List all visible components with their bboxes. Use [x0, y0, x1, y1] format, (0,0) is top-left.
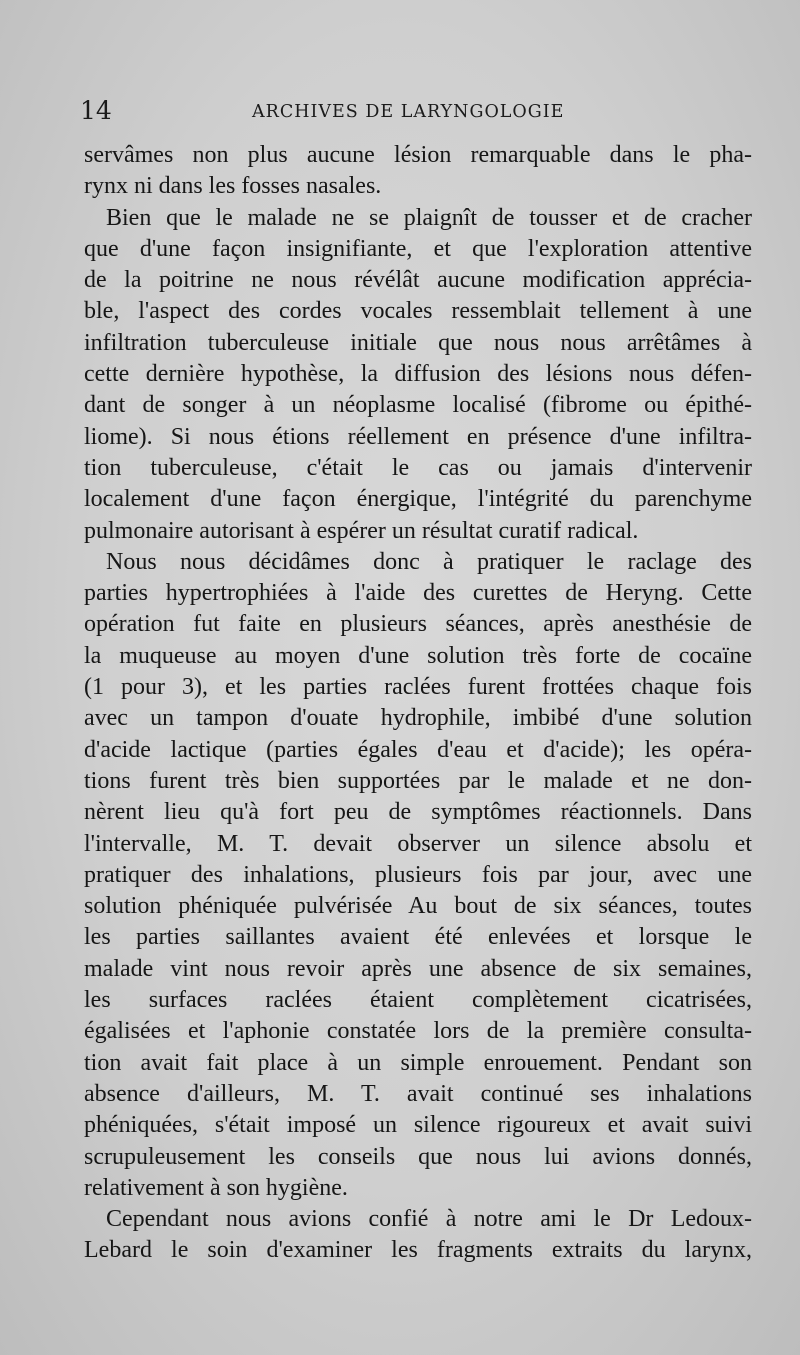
body-text [84, 140, 752, 1267]
text-line: nèrent lieu qu'à fort peu de symptômes réactionnels. Dans [84, 799, 752, 826]
text-line: d'acide lactique (parties égales d'eau et d'acide); les opéra- [84, 736, 752, 763]
text-line: pratiquer des inhalations, plusieurs fois par jour, avec une [84, 861, 752, 888]
text-line: tion tuberculeuse, c'était le cas ou jamais d'intervenir [84, 454, 752, 481]
text-line: ble, l'aspect des cordes vocales ressemblait tellement à une [84, 298, 752, 325]
page-number: 14 [80, 96, 112, 125]
text-line: Nous nous décidâmes donc à pratiquer le raclage des [106, 548, 752, 575]
text-line: les parties saillantes avaient été enlevées et lorsque le [84, 924, 752, 951]
text-line: scrupuleusement les conseils que nous lui avions donnés, [84, 1143, 752, 1170]
text-line: solution phéniquée pulvérisée Au bout de six séances, toutes [84, 893, 752, 920]
text-line: malade vint nous revoir après une absence de six semaines, [84, 955, 752, 982]
text-line: Bien que le malade ne se plaignît de tousser et de cracher [106, 204, 752, 231]
page-header [78, 96, 740, 126]
text-line: phéniquées, s'était imposé un silence rigoureux et avait suivi [84, 1112, 752, 1139]
text-line: localement d'une façon énergique, l'intégrité du parenchyme [84, 486, 752, 513]
text-line: Cependant nous avions confié à notre ami le Dr Ledoux- [106, 1206, 752, 1233]
text-line: l'intervalle, M. T. devait observer un silence absolu et [84, 830, 752, 857]
text-line: tions furent très bien supportées par le malade et ne don- [84, 767, 752, 794]
text-line: servâmes non plus aucune lésion remarquable dans le pha- [84, 142, 752, 168]
text-line: égalisées et l'aphonie constatée lors de la première consulta- [84, 1018, 752, 1045]
text-line: tion avait fait place à un simple enrouement. Pendant son [84, 1049, 752, 1076]
text-line: infiltration tuberculeuse initiale que nous nous arrêtâmes à [84, 329, 752, 356]
text-line: que d'une façon insignifiante, et que l'exploration attentive [84, 235, 752, 262]
text-line: relativement à son hygiène. [84, 1174, 348, 1201]
text-line: Lebard le soin d'examiner les fragments extraits du larynx, [84, 1237, 752, 1264]
text-line: de la poitrine ne nous révélât aucune modification apprécia- [84, 267, 752, 294]
text-line: les surfaces raclées étaient complètement cicatrisées, [84, 987, 752, 1014]
text-line: pulmonaire autorisant à espérer un résultat curatif radical. [84, 517, 639, 544]
running-title: ARCHIVES DE LARYNGOLOGIE [252, 102, 565, 122]
text-line: absence d'ailleurs, M. T. avait continué ses inhalations [84, 1080, 752, 1107]
text-line: (1 pour 3), et les parties raclées furent frottées chaque fois [84, 674, 752, 701]
text-line: avec un tampon d'ouate hydrophile, imbibé d'une solution [84, 705, 752, 732]
text-line: parties hypertrophiées à l'aide des curettes de Heryng. Cette [84, 580, 752, 607]
text-line: liome). Si nous étions réellement en présence d'une infiltra- [84, 423, 752, 450]
text-line: rynx ni dans les fosses nasales. [84, 173, 382, 200]
text-line: opération fut faite en plusieurs séances, après anesthésie de [84, 611, 752, 638]
text-line: cette dernière hypothèse, la diffusion des lésions nous défen- [84, 361, 752, 388]
text-line: la muqueuse au moyen d'une solution très forte de cocaïne [84, 642, 752, 669]
text-line: dant de songer à un néoplasme localisé (fibrome ou épithé- [84, 392, 752, 419]
